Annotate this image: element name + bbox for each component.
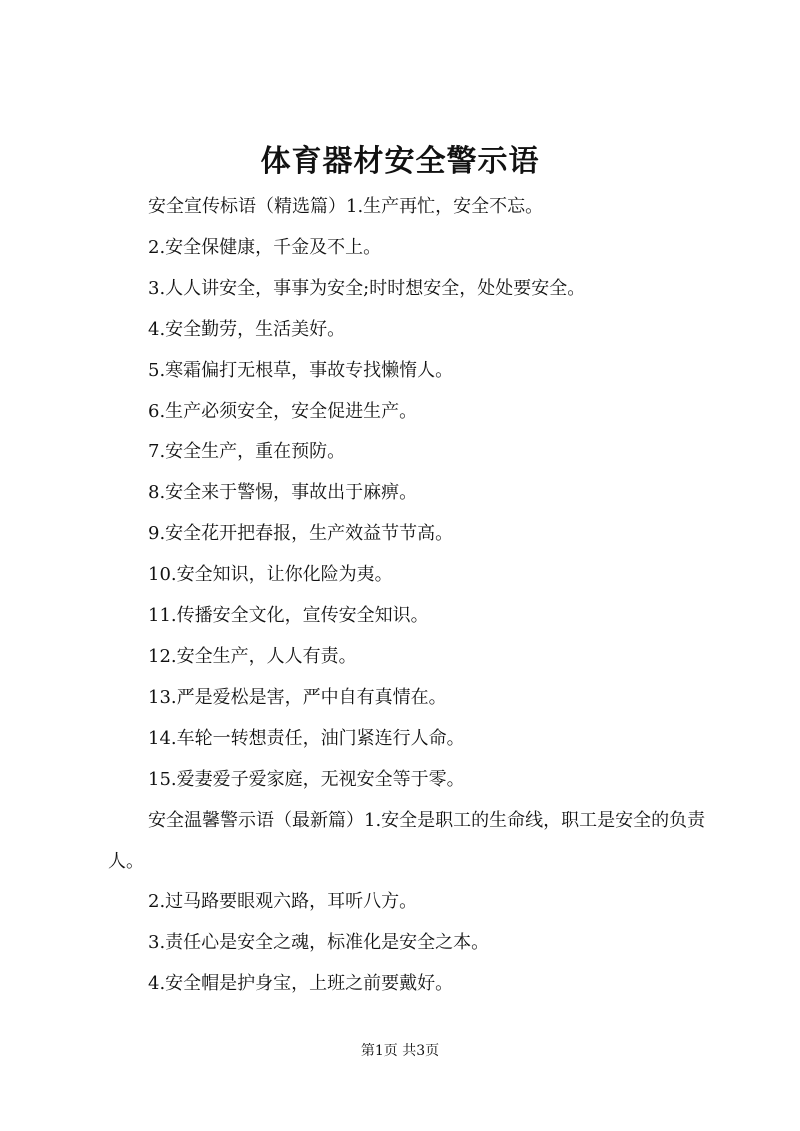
paragraph: 4.安全帽是护身宝，上班之前要戴好。 — [148, 973, 454, 995]
paragraph: 13.严是爱松是害，严中自有真情在。 — [148, 686, 447, 708]
paragraph: 2.过马路要眼观六路，耳听八方。 — [148, 891, 418, 913]
paragraph: 8.安全来于警惕，事故出于麻痹。 — [148, 482, 418, 504]
paragraph: 6.生产必须安全，安全促进生产。 — [148, 400, 418, 422]
paragraph: 4.安全勤劳，生活美好。 — [148, 318, 346, 340]
paragraph: 3.责任心是安全之魂，标准化是安全之本。 — [148, 932, 490, 954]
paragraph: 10.安全知识，让你化险为夷。 — [148, 564, 393, 586]
paragraph: 安全宣传标语（精选篇）1.生产再忙，安全不忘。 — [148, 196, 544, 217]
paragraph: 2.安全保健康，千金及不上。 — [148, 236, 382, 258]
document-body — [108, 187, 708, 1005]
page-number-footer: 第1页 共3页 — [360, 1043, 440, 1059]
paragraph: 5.寒霜偏打无根草，事故专找懒惰人。 — [148, 359, 454, 381]
paragraph: 11.传播安全文化，宣传安全知识。 — [148, 605, 429, 627]
paragraph: 14.车轮一转想责任，油门紧连行人命。 — [148, 727, 465, 749]
paragraph: 15.爱妻爱子爱家庭，无视安全等于零。 — [148, 768, 465, 790]
document-title: 体育器材安全警示语 — [260, 144, 540, 179]
paragraph: 安全温馨警示语（最新篇）1.安全是职工的生命线，职工是安全的负责人。 — [108, 809, 706, 872]
paragraph: 9.安全花开把春报，生产效益节节高。 — [148, 523, 454, 545]
paragraph: 7.安全生产，重在预防。 — [148, 441, 346, 463]
paragraph: 12.安全生产，人人有责。 — [148, 645, 357, 667]
paragraph: 3.人人讲安全，事事为安全;时时想安全，处处要安全。 — [148, 277, 586, 299]
